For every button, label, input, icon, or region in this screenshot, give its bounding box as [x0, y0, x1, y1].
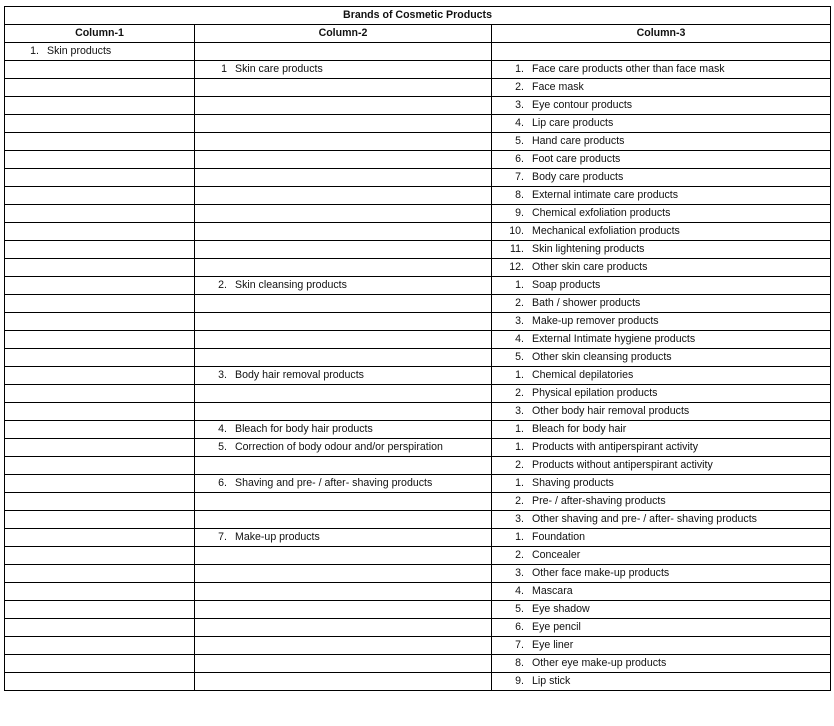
- item-label: Hand care products: [532, 135, 625, 147]
- item-label: Skin products: [47, 45, 112, 57]
- item-number: 1.: [515, 477, 524, 489]
- column-2-cell: [195, 79, 492, 97]
- table-row: [5, 79, 831, 97]
- column-3-cell: [492, 421, 831, 439]
- column-3-cell: [492, 97, 831, 115]
- item-label: Pre- / after-shaving products: [532, 495, 666, 507]
- column-2-cell: [195, 205, 492, 223]
- column-2-cell: [195, 151, 492, 169]
- table-row: [5, 151, 831, 169]
- column-3-cell: [492, 493, 831, 511]
- item-number: 3.: [515, 99, 524, 111]
- column-1-cell: [5, 619, 195, 637]
- column-1-cell: [5, 313, 195, 331]
- item-label: Foot care products: [532, 153, 621, 165]
- cosmetic-products-table: [4, 6, 831, 691]
- column-2-cell: [195, 547, 492, 565]
- column-2-cell: [195, 601, 492, 619]
- column-2-cell: [195, 61, 492, 79]
- column-2-cell: [195, 385, 492, 403]
- item-label: Eye liner: [532, 639, 574, 651]
- item-number: 7.: [218, 531, 227, 543]
- column-2-cell: [195, 295, 492, 313]
- column-2-cell: [195, 115, 492, 133]
- column-2-cell: [195, 43, 492, 61]
- item-label: Other face make-up products: [532, 567, 670, 579]
- item-label: Soap products: [532, 279, 601, 291]
- item-number: 3.: [515, 405, 524, 417]
- table-row: [5, 313, 831, 331]
- table-row: [5, 223, 831, 241]
- table-title: Brands of Cosmetic Products: [5, 7, 831, 25]
- item-number: 2.: [515, 459, 524, 471]
- column-1-cell: [5, 79, 195, 97]
- table-row: [5, 115, 831, 133]
- item-number: 8.: [515, 189, 524, 201]
- column-3-cell: [492, 205, 831, 223]
- column-3-cell: [492, 475, 831, 493]
- item-label: Products without antiperspirant activity: [532, 459, 713, 471]
- item-number: 3.: [218, 369, 227, 381]
- column-2-cell: [195, 259, 492, 277]
- column-3-cell: [492, 115, 831, 133]
- column-3-cell: [492, 277, 831, 295]
- column-1-cell: [5, 673, 195, 691]
- column-1-cell: [5, 169, 195, 187]
- item-label: External intimate care products: [532, 189, 679, 201]
- item-label: Shaving products: [532, 477, 614, 489]
- column-1-cell: [5, 529, 195, 547]
- item-label: Foundation: [532, 531, 586, 543]
- column-1-cell: [5, 61, 195, 79]
- column-1-cell: [5, 223, 195, 241]
- item-number: 5.: [515, 603, 524, 615]
- item-label: Make-up products: [235, 531, 320, 543]
- column-3-cell: [492, 439, 831, 457]
- column-1-cell: [5, 277, 195, 295]
- column-1-cell: [5, 457, 195, 475]
- column-2-cell: [195, 529, 492, 547]
- table-row: [5, 277, 831, 295]
- table-row: [5, 61, 831, 79]
- table-row: [5, 385, 831, 403]
- table-row: [5, 655, 831, 673]
- item-label: Chemical depilatories: [532, 369, 634, 381]
- title-row: [5, 7, 831, 25]
- item-label: Lip stick: [532, 675, 571, 687]
- item-number: 11.: [510, 243, 524, 255]
- column-3-cell: [492, 565, 831, 583]
- item-number: 9.: [515, 207, 524, 219]
- column-3-cell: [492, 259, 831, 277]
- item-label: Shaving and pre- / after- shaving products: [235, 477, 433, 489]
- column-2-header: Column-2: [195, 25, 492, 43]
- column-1-cell: [5, 403, 195, 421]
- item-label: Other skin care products: [532, 261, 648, 273]
- item-number: 7.: [515, 639, 524, 651]
- item-number: 12.: [509, 261, 524, 273]
- column-3-cell: [492, 367, 831, 385]
- column-1-cell: [5, 133, 195, 151]
- item-label: Eye pencil: [532, 621, 581, 633]
- item-number: 5.: [218, 441, 227, 453]
- column-1-cell: [5, 43, 195, 61]
- item-label: Face care products other than face mask: [532, 63, 725, 75]
- item-number: 4.: [515, 333, 524, 345]
- item-label: Body hair removal products: [235, 369, 364, 381]
- item-number: 9.: [515, 675, 524, 687]
- column-3-cell: [492, 223, 831, 241]
- column-3-cell: [492, 529, 831, 547]
- item-label: Other shaving and pre- / after- shaving products: [532, 513, 757, 525]
- column-2-cell: [195, 439, 492, 457]
- column-2-cell: [195, 97, 492, 115]
- item-label: Other body hair removal products: [532, 405, 690, 417]
- column-3-cell: [492, 385, 831, 403]
- column-2-cell: [195, 655, 492, 673]
- table-row: [5, 565, 831, 583]
- column-2-cell: [195, 457, 492, 475]
- item-label: Mascara: [532, 585, 573, 597]
- column-2-cell: [195, 673, 492, 691]
- table-row: [5, 241, 831, 259]
- item-label: Other eye make-up products: [532, 657, 667, 669]
- column-2-cell: [195, 511, 492, 529]
- item-number: 8.: [515, 657, 524, 669]
- column-2-cell: [195, 223, 492, 241]
- column-2-cell: [195, 475, 492, 493]
- item-number: 3.: [515, 513, 524, 525]
- table-row: [5, 349, 831, 367]
- column-3-header: Column-3: [492, 25, 831, 43]
- table-row: [5, 259, 831, 277]
- table-row: [5, 295, 831, 313]
- column-1-header: Column-1: [5, 25, 195, 43]
- column-1-cell: [5, 601, 195, 619]
- table-row: [5, 673, 831, 691]
- table-row: [5, 619, 831, 637]
- item-number: 2.: [515, 387, 524, 399]
- column-1-cell: [5, 511, 195, 529]
- column-1-cell: [5, 565, 195, 583]
- column-2-cell: [195, 187, 492, 205]
- item-number: 10.: [509, 225, 524, 237]
- item-label: External Intimate hygiene products: [532, 333, 696, 345]
- item-label: Bleach for body hair products: [235, 423, 373, 435]
- column-3-cell: [492, 295, 831, 313]
- item-number: 4.: [515, 585, 524, 597]
- table-row: [5, 637, 831, 655]
- item-label: Physical epilation products: [532, 387, 658, 399]
- item-number: 5.: [515, 135, 524, 147]
- column-2-cell: [195, 403, 492, 421]
- table-row: [5, 457, 831, 475]
- item-label: Products with antiperspirant activity: [532, 441, 699, 453]
- column-1-cell: [5, 547, 195, 565]
- item-label: Skin lightening products: [532, 243, 645, 255]
- item-label: Face mask: [532, 81, 584, 93]
- item-number: 1.: [515, 279, 524, 291]
- column-1-cell: [5, 385, 195, 403]
- table-row: [5, 97, 831, 115]
- item-label: Mechanical exfoliation products: [532, 225, 680, 237]
- column-2-cell: [195, 493, 492, 511]
- column-2-cell: [195, 583, 492, 601]
- column-2-cell: [195, 619, 492, 637]
- column-3-cell: [492, 511, 831, 529]
- column-2-cell: [195, 241, 492, 259]
- item-number: 1.: [515, 531, 524, 543]
- column-1-cell: [5, 205, 195, 223]
- item-label: Other skin cleansing products: [532, 351, 672, 363]
- item-number: 6.: [515, 621, 524, 633]
- item-label: Skin cleansing products: [235, 279, 347, 291]
- column-1-cell: [5, 241, 195, 259]
- column-3-cell: [492, 349, 831, 367]
- column-1-cell: [5, 331, 195, 349]
- item-number: 1.: [515, 423, 524, 435]
- column-2-cell: [195, 313, 492, 331]
- column-1-cell: [5, 583, 195, 601]
- table-row: [5, 169, 831, 187]
- column-2-cell: [195, 637, 492, 655]
- column-3-cell: [492, 583, 831, 601]
- item-number: 1.: [515, 63, 524, 75]
- column-2-cell: [195, 367, 492, 385]
- table-row: [5, 367, 831, 385]
- column-2-cell: [195, 565, 492, 583]
- item-label: Skin care products: [235, 63, 323, 75]
- column-3-cell: [492, 673, 831, 691]
- table-row: [5, 547, 831, 565]
- column-1-cell: [5, 295, 195, 313]
- table-row: [5, 331, 831, 349]
- item-number: 1.: [30, 45, 39, 57]
- column-3-cell: [492, 331, 831, 349]
- item-number: 2.: [218, 279, 227, 291]
- item-number: 4.: [218, 423, 227, 435]
- column-1-cell: [5, 637, 195, 655]
- column-3-cell: [492, 241, 831, 259]
- column-3-cell: [492, 187, 831, 205]
- column-2-cell: [195, 421, 492, 439]
- item-number: 6.: [515, 153, 524, 165]
- cosmetic-brands-sheet: [4, 6, 830, 691]
- column-1-cell: [5, 259, 195, 277]
- item-label: Concealer: [532, 549, 581, 561]
- column-3-cell: [492, 133, 831, 151]
- table-row: [5, 187, 831, 205]
- column-1-cell: [5, 115, 195, 133]
- item-number: 4.: [515, 117, 524, 129]
- column-3-cell: [492, 547, 831, 565]
- item-number: 5.: [515, 351, 524, 363]
- item-number: 2.: [515, 297, 524, 309]
- column-1-cell: [5, 421, 195, 439]
- item-label: Make-up remover products: [532, 315, 659, 327]
- table-row: [5, 421, 831, 439]
- column-2-cell: [195, 349, 492, 367]
- table-body: [5, 43, 831, 691]
- column-1-cell: [5, 493, 195, 511]
- item-label: Body care products: [532, 171, 624, 183]
- header-row: [5, 25, 831, 43]
- column-3-cell: [492, 313, 831, 331]
- column-3-cell: [492, 61, 831, 79]
- column-3-cell: [492, 43, 831, 61]
- item-number: 6.: [218, 477, 227, 489]
- column-3-cell: [492, 169, 831, 187]
- column-3-cell: [492, 655, 831, 673]
- column-1-cell: [5, 349, 195, 367]
- table-row: [5, 475, 831, 493]
- item-number: 7.: [515, 171, 524, 183]
- table-row: [5, 493, 831, 511]
- item-label: Eye shadow: [532, 603, 590, 615]
- column-1-cell: [5, 97, 195, 115]
- column-3-cell: [492, 151, 831, 169]
- column-3-cell: [492, 79, 831, 97]
- item-number: 2.: [515, 81, 524, 93]
- column-1-cell: [5, 655, 195, 673]
- item-number: 3.: [515, 315, 524, 327]
- table-row: [5, 511, 831, 529]
- item-number: 1.: [515, 441, 524, 453]
- column-1-cell: [5, 151, 195, 169]
- item-label: Lip care products: [532, 117, 614, 129]
- table-row: [5, 205, 831, 223]
- item-label: Chemical exfoliation products: [532, 207, 671, 219]
- table-row: [5, 583, 831, 601]
- item-number: 2.: [515, 495, 524, 507]
- column-1-cell: [5, 187, 195, 205]
- column-1-cell: [5, 439, 195, 457]
- column-3-cell: [492, 619, 831, 637]
- table-row: [5, 529, 831, 547]
- table-row: [5, 439, 831, 457]
- table-row: [5, 133, 831, 151]
- table-row: [5, 601, 831, 619]
- item-label: Bleach for body hair: [532, 423, 627, 435]
- item-number: 1: [221, 63, 227, 75]
- column-2-cell: [195, 169, 492, 187]
- table-row: [5, 43, 831, 61]
- column-2-cell: [195, 133, 492, 151]
- item-number: 1.: [515, 369, 524, 381]
- column-3-cell: [492, 601, 831, 619]
- column-3-cell: [492, 403, 831, 421]
- item-label: Correction of body odour and/or perspiration: [235, 441, 443, 453]
- column-3-cell: [492, 457, 831, 475]
- column-1-cell: [5, 475, 195, 493]
- item-label: Eye contour products: [532, 99, 633, 111]
- column-2-cell: [195, 277, 492, 295]
- column-1-cell: [5, 367, 195, 385]
- table-row: [5, 403, 831, 421]
- column-3-cell: [492, 637, 831, 655]
- item-label: Bath / shower products: [532, 297, 641, 309]
- column-2-cell: [195, 331, 492, 349]
- item-number: 2.: [515, 549, 524, 561]
- item-number: 3.: [515, 567, 524, 579]
